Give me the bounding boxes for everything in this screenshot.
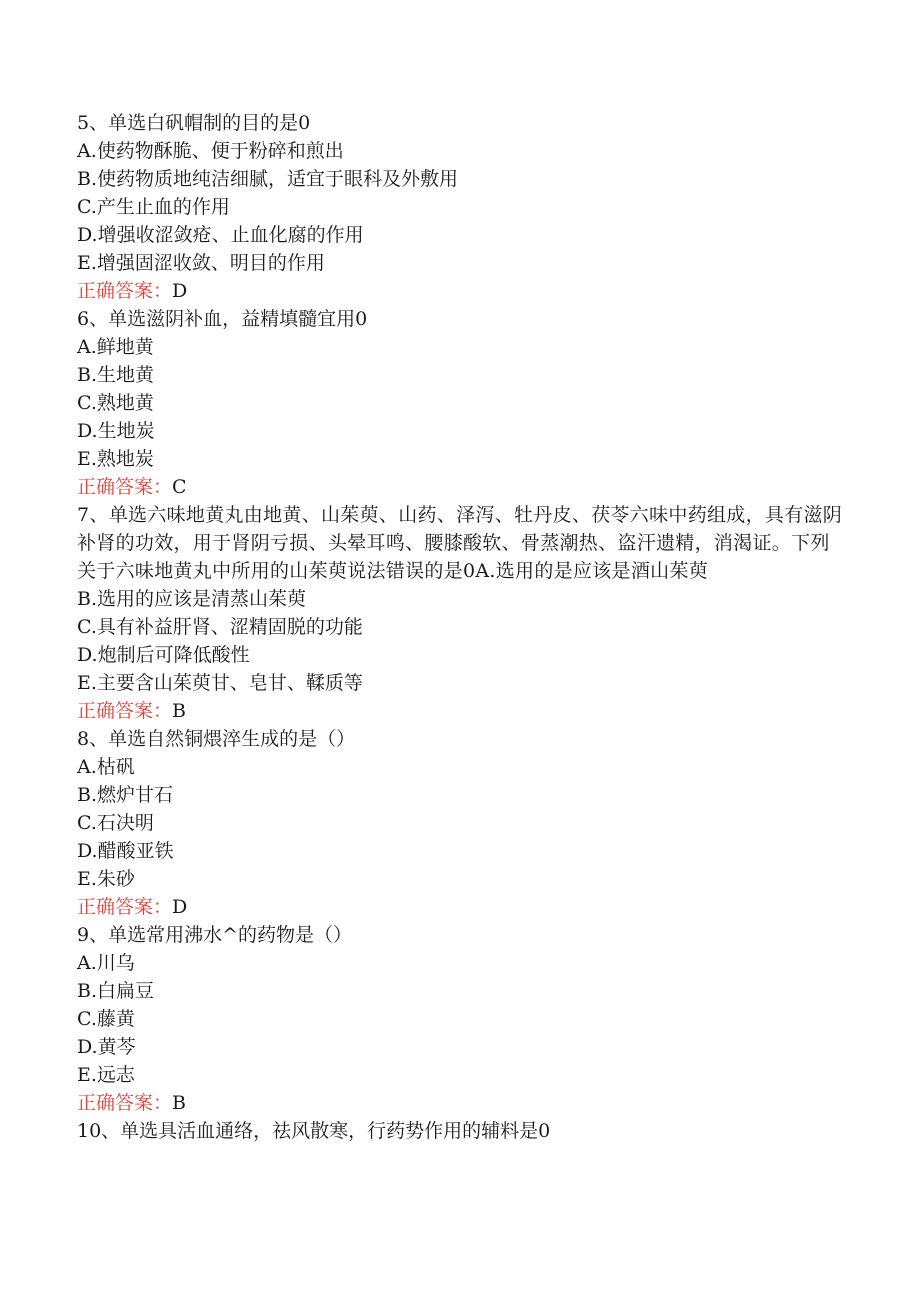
answer-option: A.使药物酥脆、便于粉碎和煎出 bbox=[77, 140, 344, 162]
answer-option: D.炮制后可降低酸性 bbox=[77, 644, 250, 666]
answer-option: E.远志 bbox=[77, 1064, 135, 1086]
answer-option: C.具有补益肝肾、涩精固脱的功能 bbox=[77, 616, 363, 638]
question-stem: 7、单选六味地黄丸由地黄、山茱萸、山药、泽泻、牡丹皮、茯苓六味中药组成，具有滋阴补肾的功效，用于肾阴亏损、头晕耳鸣、腰膝酸软、骨蒸潮热、盗汗遗精，消渴证。下列关于六味地黄丸中所用的山茱萸说法错误的是0A.选用的是应该是酒山茱萸 bbox=[77, 504, 843, 582]
question-stem: 6、单选滋阴补血，益精填髓宜用0 bbox=[77, 308, 368, 330]
answer-option: A.鲜地黄 bbox=[77, 336, 154, 358]
correct-answer-value: D bbox=[172, 280, 188, 302]
correct-answer-label: 正确答案： bbox=[77, 700, 173, 722]
correct-answer bbox=[77, 1089, 847, 1117]
correct-answer-label: 正确答案： bbox=[77, 476, 173, 498]
correct-answer-label: 正确答案： bbox=[77, 1092, 173, 1114]
question-block bbox=[77, 109, 847, 305]
correct-answer-value: B bbox=[172, 1092, 186, 1114]
correct-answer-value: D bbox=[172, 896, 188, 918]
answer-option: B.选用的应该是清蒸山茱萸 bbox=[77, 588, 307, 610]
answer-option: D.增强收涩敛疮、止血化腐的作用 bbox=[77, 224, 364, 246]
answer-option: D.黄芩 bbox=[77, 1036, 136, 1058]
answer-option: B.白扁豆 bbox=[77, 980, 155, 1002]
answer-option: A.川乌 bbox=[77, 952, 135, 974]
correct-answer bbox=[77, 697, 847, 725]
answer-option: C.产生止血的作用 bbox=[77, 196, 230, 218]
question-stem: 10、单选具活血通络，祛风散寒，行药势作用的辅料是0 bbox=[77, 1120, 551, 1142]
question-block bbox=[77, 305, 847, 501]
answer-option: D.醋酸亚铁 bbox=[77, 840, 174, 862]
answer-option: E.朱砂 bbox=[77, 868, 135, 890]
answer-option: D.生地炭 bbox=[77, 420, 155, 442]
question-stem: 9、单选常用沸水^的药物是（） bbox=[77, 924, 353, 946]
answer-option: B.燃炉甘石 bbox=[77, 784, 174, 806]
answer-option: B.生地黄 bbox=[77, 364, 155, 386]
answer-option: C.藤黄 bbox=[77, 1008, 135, 1030]
answer-option: E.熟地炭 bbox=[77, 448, 154, 470]
question-block bbox=[77, 921, 847, 1117]
correct-answer-value: C bbox=[172, 476, 187, 498]
question-block bbox=[77, 1117, 847, 1145]
correct-answer-value: B bbox=[172, 700, 186, 722]
answer-option: C.石决明 bbox=[77, 812, 154, 834]
correct-answer-label: 正确答案： bbox=[77, 280, 173, 302]
answer-option: B.使药物质地纯洁细腻，适宜于眼科及外敷用 bbox=[77, 168, 459, 190]
answer-option: E.增强固涩收敛、明目的作用 bbox=[77, 252, 325, 274]
correct-answer bbox=[77, 893, 847, 921]
answer-option: A.枯矾 bbox=[77, 756, 135, 778]
document-body bbox=[77, 109, 847, 1145]
question-stem: 8、单选自然铜煨淬生成的是（） bbox=[77, 728, 356, 750]
question-block bbox=[77, 501, 847, 725]
question-stem: 5、单选白矾帽制的目的是0 bbox=[77, 112, 311, 134]
answer-option: C.熟地黄 bbox=[77, 392, 154, 414]
correct-answer bbox=[77, 277, 847, 305]
correct-answer bbox=[77, 473, 847, 501]
answer-option: E.主要含山茱萸甘、皂甘、鞣质等 bbox=[77, 672, 363, 694]
question-block bbox=[77, 725, 847, 921]
correct-answer-label: 正确答案： bbox=[77, 896, 173, 918]
